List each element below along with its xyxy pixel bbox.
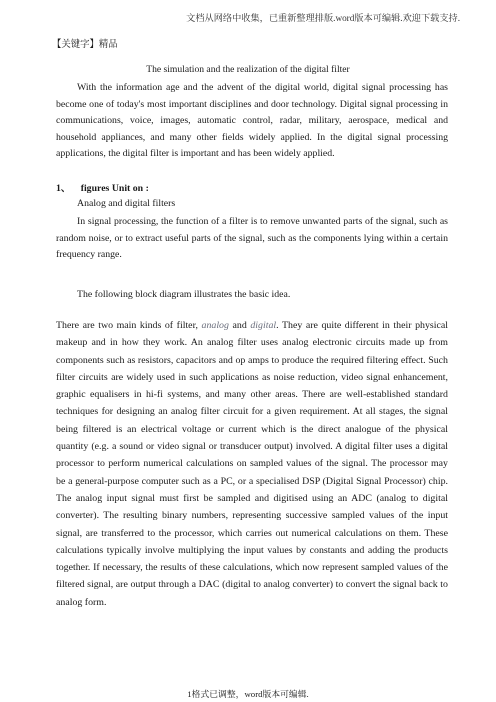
diagram-paragraph: The following block diagram illustrates the basic idea. [77, 289, 291, 300]
filter-paragraph: In signal processing, the function of a filter is to remove unwanted parts of the signal, such as random noise, or to extract useful parts of the signal, such as the components lying within a certain frequency range. [56, 216, 448, 261]
header-note: 文档从网络中收集，已重新整理排版.word版本可编辑.欢迎下载支持. [186, 13, 460, 23]
digital-term: digital [250, 320, 277, 331]
intro-paragraph: With the information age and the advent of the digital world, digital signal processing has become one of today's most important disciplines and door technology. Digital signal processing in communications, voice, images, automatic control, radar, military, aerospace, medical and household appliances, and many other fields widely applied. In the digital signal processing applications, the digital filter is important and has been widely applied. [56, 82, 448, 160]
subheading: Analog and digital filters [77, 198, 176, 209]
kinds-body: . They are quite different in their physical makeup and in how they work. An analog filter uses analog electronic circuits made up from components such as resistors, capacitors and op amps to produce the required filtering effect. Such filter circuits are widely used in such applications as noise reduction, video signal enhancement, graphic equalisers in hi-fi systems, and many other areas. There are well-established standard techniques for designing an analog filter circuit for a given requirement. At all stages, the signal being filtered is an electrical voltage or current which is the direct analogue of the physical quantity (e.g. a sound or video signal or transducer output) involved. A digital filter uses a digital processor to perform numerical calculations on sampled values of the signal. The processor may be a general-purpose computer such as a PC, or a specialised DSP (Digital Signal Processor) chip. The analog input signal must first be sampled and digitised using an ADC (analog to digital converter). The resulting binary numbers, representing successive sampled values of the input signal, are transferred to the processor, which carries out numerical calculations on them. These calculations typically involve multiplying the input values by constants and adding the products together. If necessary, the results of these calculations, which now represent sampled values of the filtered signal, are output through a DAC (digital to analog converter) to convert the signal back to analog form. [56, 320, 448, 608]
kinds-and: and [228, 320, 251, 331]
kinds-lead: There are two main kinds of filter, [56, 320, 202, 331]
section-heading [56, 180, 149, 194]
analog-term: analog [201, 320, 229, 331]
document-title: The simulation and the realization of the digital filter [146, 64, 350, 75]
keyword-tag: 【关键字】精品 [52, 40, 118, 50]
section-title: figures Unit on : [80, 183, 149, 194]
section-number: 1、 [56, 183, 71, 194]
page-footer: 1格式已调整，word版本可编辑. [187, 689, 309, 699]
kinds-paragraph [56, 317, 448, 611]
